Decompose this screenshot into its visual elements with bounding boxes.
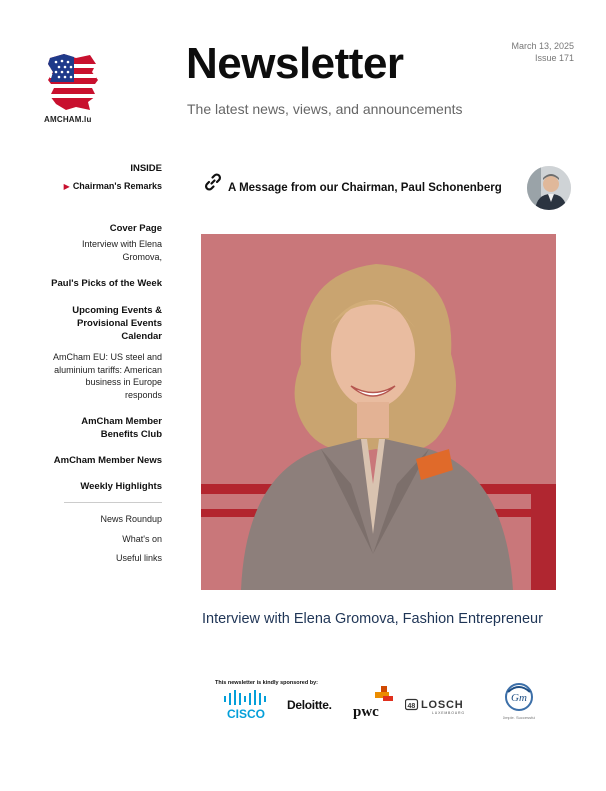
logo-label: AMCHAM.lu bbox=[44, 115, 92, 124]
toc-item-pauls-picks[interactable]: Paul's Picks of the Week bbox=[51, 278, 162, 289]
deloitte-logo[interactable]: Deloitte. bbox=[287, 698, 332, 712]
link-icon bbox=[203, 172, 223, 192]
cover-photo[interactable] bbox=[201, 234, 556, 590]
losch-logo[interactable] bbox=[405, 697, 485, 715]
gm-logo[interactable] bbox=[503, 682, 535, 722]
toc-subitem-interview[interactable]: Interview with Elena Gromova, bbox=[81, 239, 162, 262]
toc-heading: INSIDE bbox=[130, 163, 162, 174]
page-subtitle: The latest news, views, and announcements bbox=[187, 101, 463, 117]
chairman-message-link[interactable] bbox=[203, 170, 502, 194]
sidebar-toc bbox=[50, 163, 162, 565]
toc-item-upcoming-events[interactable]: Upcoming Events & Provisional Events Calendar bbox=[72, 305, 162, 342]
issue-number: Issue 171 bbox=[534, 53, 574, 63]
chairman-message-text: A Message from our Chairman, Paul Schonenberg bbox=[228, 182, 502, 194]
svg-text:pwc: pwc bbox=[353, 704, 379, 720]
issue-date: March 13, 2025 bbox=[511, 41, 574, 51]
svg-text:48: 48 bbox=[407, 703, 416, 710]
toc-subitem-tariffs[interactable]: AmCham EU: US steel and aluminium tariffs: American business in Europe responds bbox=[52, 352, 162, 400]
current-arrow-icon: ▶ bbox=[63, 182, 70, 191]
toc-item-weekly-highlights[interactable]: Weekly Highlights bbox=[80, 481, 162, 492]
portrait-image bbox=[201, 234, 556, 590]
toc-divider bbox=[64, 502, 162, 503]
toc-item-benefits-club[interactable]: AmCham Member Benefits Club bbox=[81, 416, 162, 440]
amcham-logo[interactable] bbox=[44, 52, 104, 124]
cover-caption[interactable]: Interview with Elena Gromova, Fashion Entrepreneur bbox=[202, 611, 543, 627]
page-title: Newsletter bbox=[186, 39, 404, 88]
svg-text:Simple. Successful.: Simple. Successful. bbox=[503, 715, 535, 720]
toc-link-whats-on[interactable]: What's on bbox=[122, 533, 162, 544]
sponsor-label: This newsletter is kindly sponsored by: bbox=[215, 680, 318, 686]
toc-link-useful-links[interactable]: Useful links bbox=[115, 553, 162, 563]
toc-item-cover-page[interactable]: Cover Page bbox=[109, 223, 162, 234]
chairman-avatar[interactable] bbox=[527, 166, 571, 210]
svg-text:LUXEMBOURG: LUXEMBOURG bbox=[432, 711, 465, 715]
toc-item-label: Chairman's Remarks bbox=[72, 181, 162, 191]
issue-meta bbox=[511, 40, 574, 64]
flag-lion-icon bbox=[46, 52, 100, 112]
toc-link-news-roundup[interactable]: News Roundup bbox=[100, 514, 162, 524]
pwc-logo[interactable] bbox=[353, 686, 395, 720]
toc-item-chairmans-remarks[interactable] bbox=[50, 181, 162, 191]
cisco-logo[interactable] bbox=[220, 690, 272, 720]
svg-text:Gm: Gm bbox=[511, 692, 527, 704]
svg-text:LOSCH: LOSCH bbox=[421, 699, 464, 711]
toc-item-member-news[interactable]: AmCham Member News bbox=[53, 455, 162, 466]
svg-text:CISCO: CISCO bbox=[226, 707, 266, 720]
